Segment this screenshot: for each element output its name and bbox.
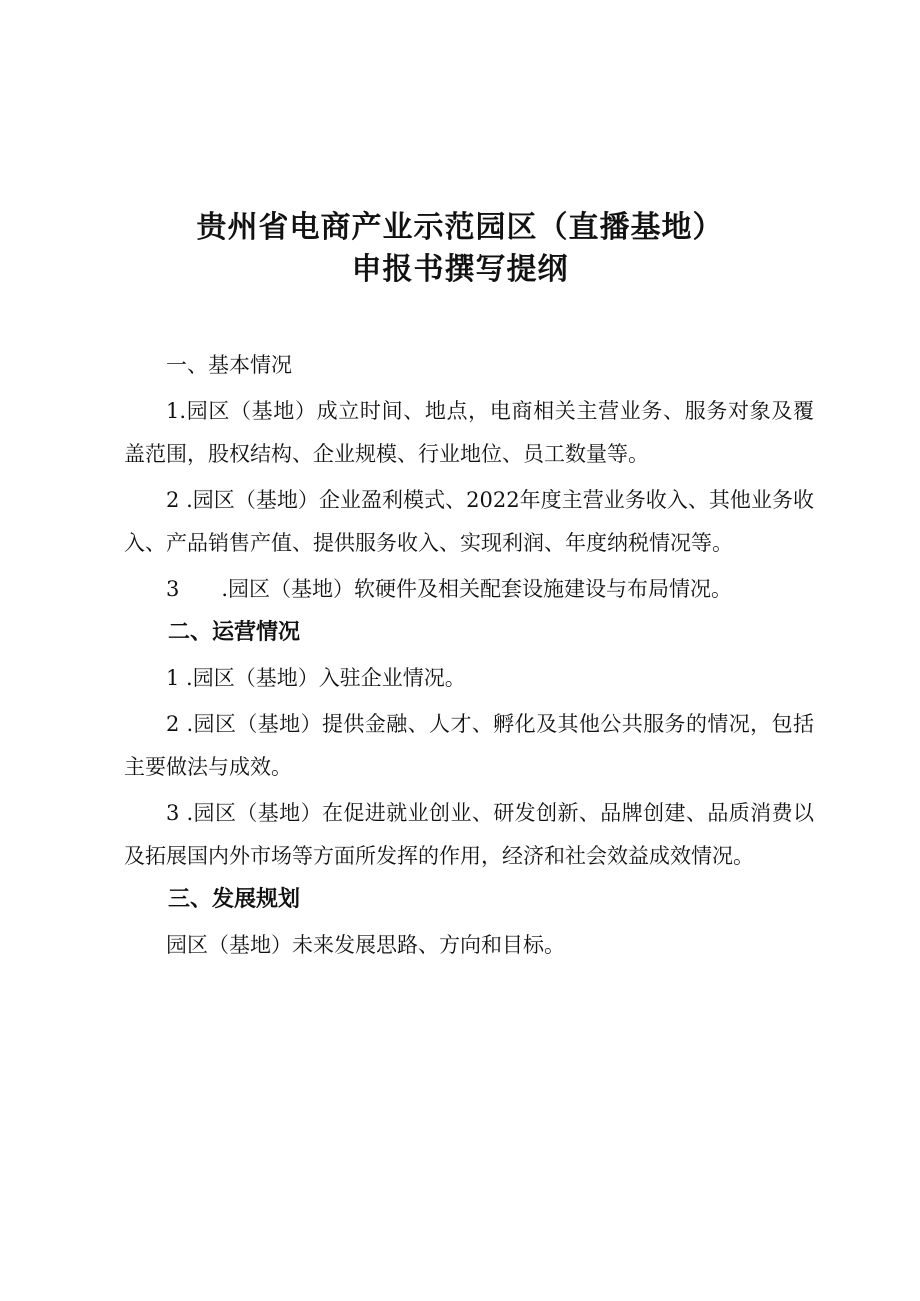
section-heading-basic: 一、基本情况 xyxy=(166,353,292,377)
paragraph-3-1: 园区（基地）未来发展思路、方向和目标。 xyxy=(166,933,565,957)
paragraph-1-2: 2 .园区（基地）企业盈利模式、2022年度主营业务收入、其他业务收入、产品销售产值、提供服务收入、实现利润、年度纳税情况等。 xyxy=(124,488,814,555)
document-title-line2: 申报书撰写提纲 xyxy=(351,252,569,287)
paragraph-1-3-text: .园区（基地）软硬件及相关配套设施建设与布局情况。 xyxy=(221,577,733,601)
section-heading-operations: 二、运营情况 xyxy=(168,620,301,645)
section-heading-planning: 三、发展规划 xyxy=(168,887,301,912)
paragraph-1-3-number: 3 xyxy=(166,577,180,601)
paragraph-1-1: 1.园区（基地）成立时间、地点，电商相关主营业务、服务对象及覆盖范围，股权结构、企业规模、行业地位、员工数量等。 xyxy=(124,399,814,466)
paragraph-2-2: 2 .园区（基地）提供金融、人才、孵化及其他公共服务的情况，包括主要做法与成效。 xyxy=(124,712,814,779)
paragraph-2-1: 1 .园区（基地）入驻企业情况。 xyxy=(166,666,466,690)
document-body xyxy=(124,344,814,967)
paragraph-1-3 xyxy=(124,568,814,611)
paragraph-2-3: 3 .园区（基地）在促进就业创业、研发创新、品牌创建、品质消费以及拓展国内外市场等方面所发挥的作用，经济和社会效益成效情况。 xyxy=(124,801,814,868)
document-title-line1: 贵州省电商产业示范园区（直播基地） xyxy=(196,210,724,245)
